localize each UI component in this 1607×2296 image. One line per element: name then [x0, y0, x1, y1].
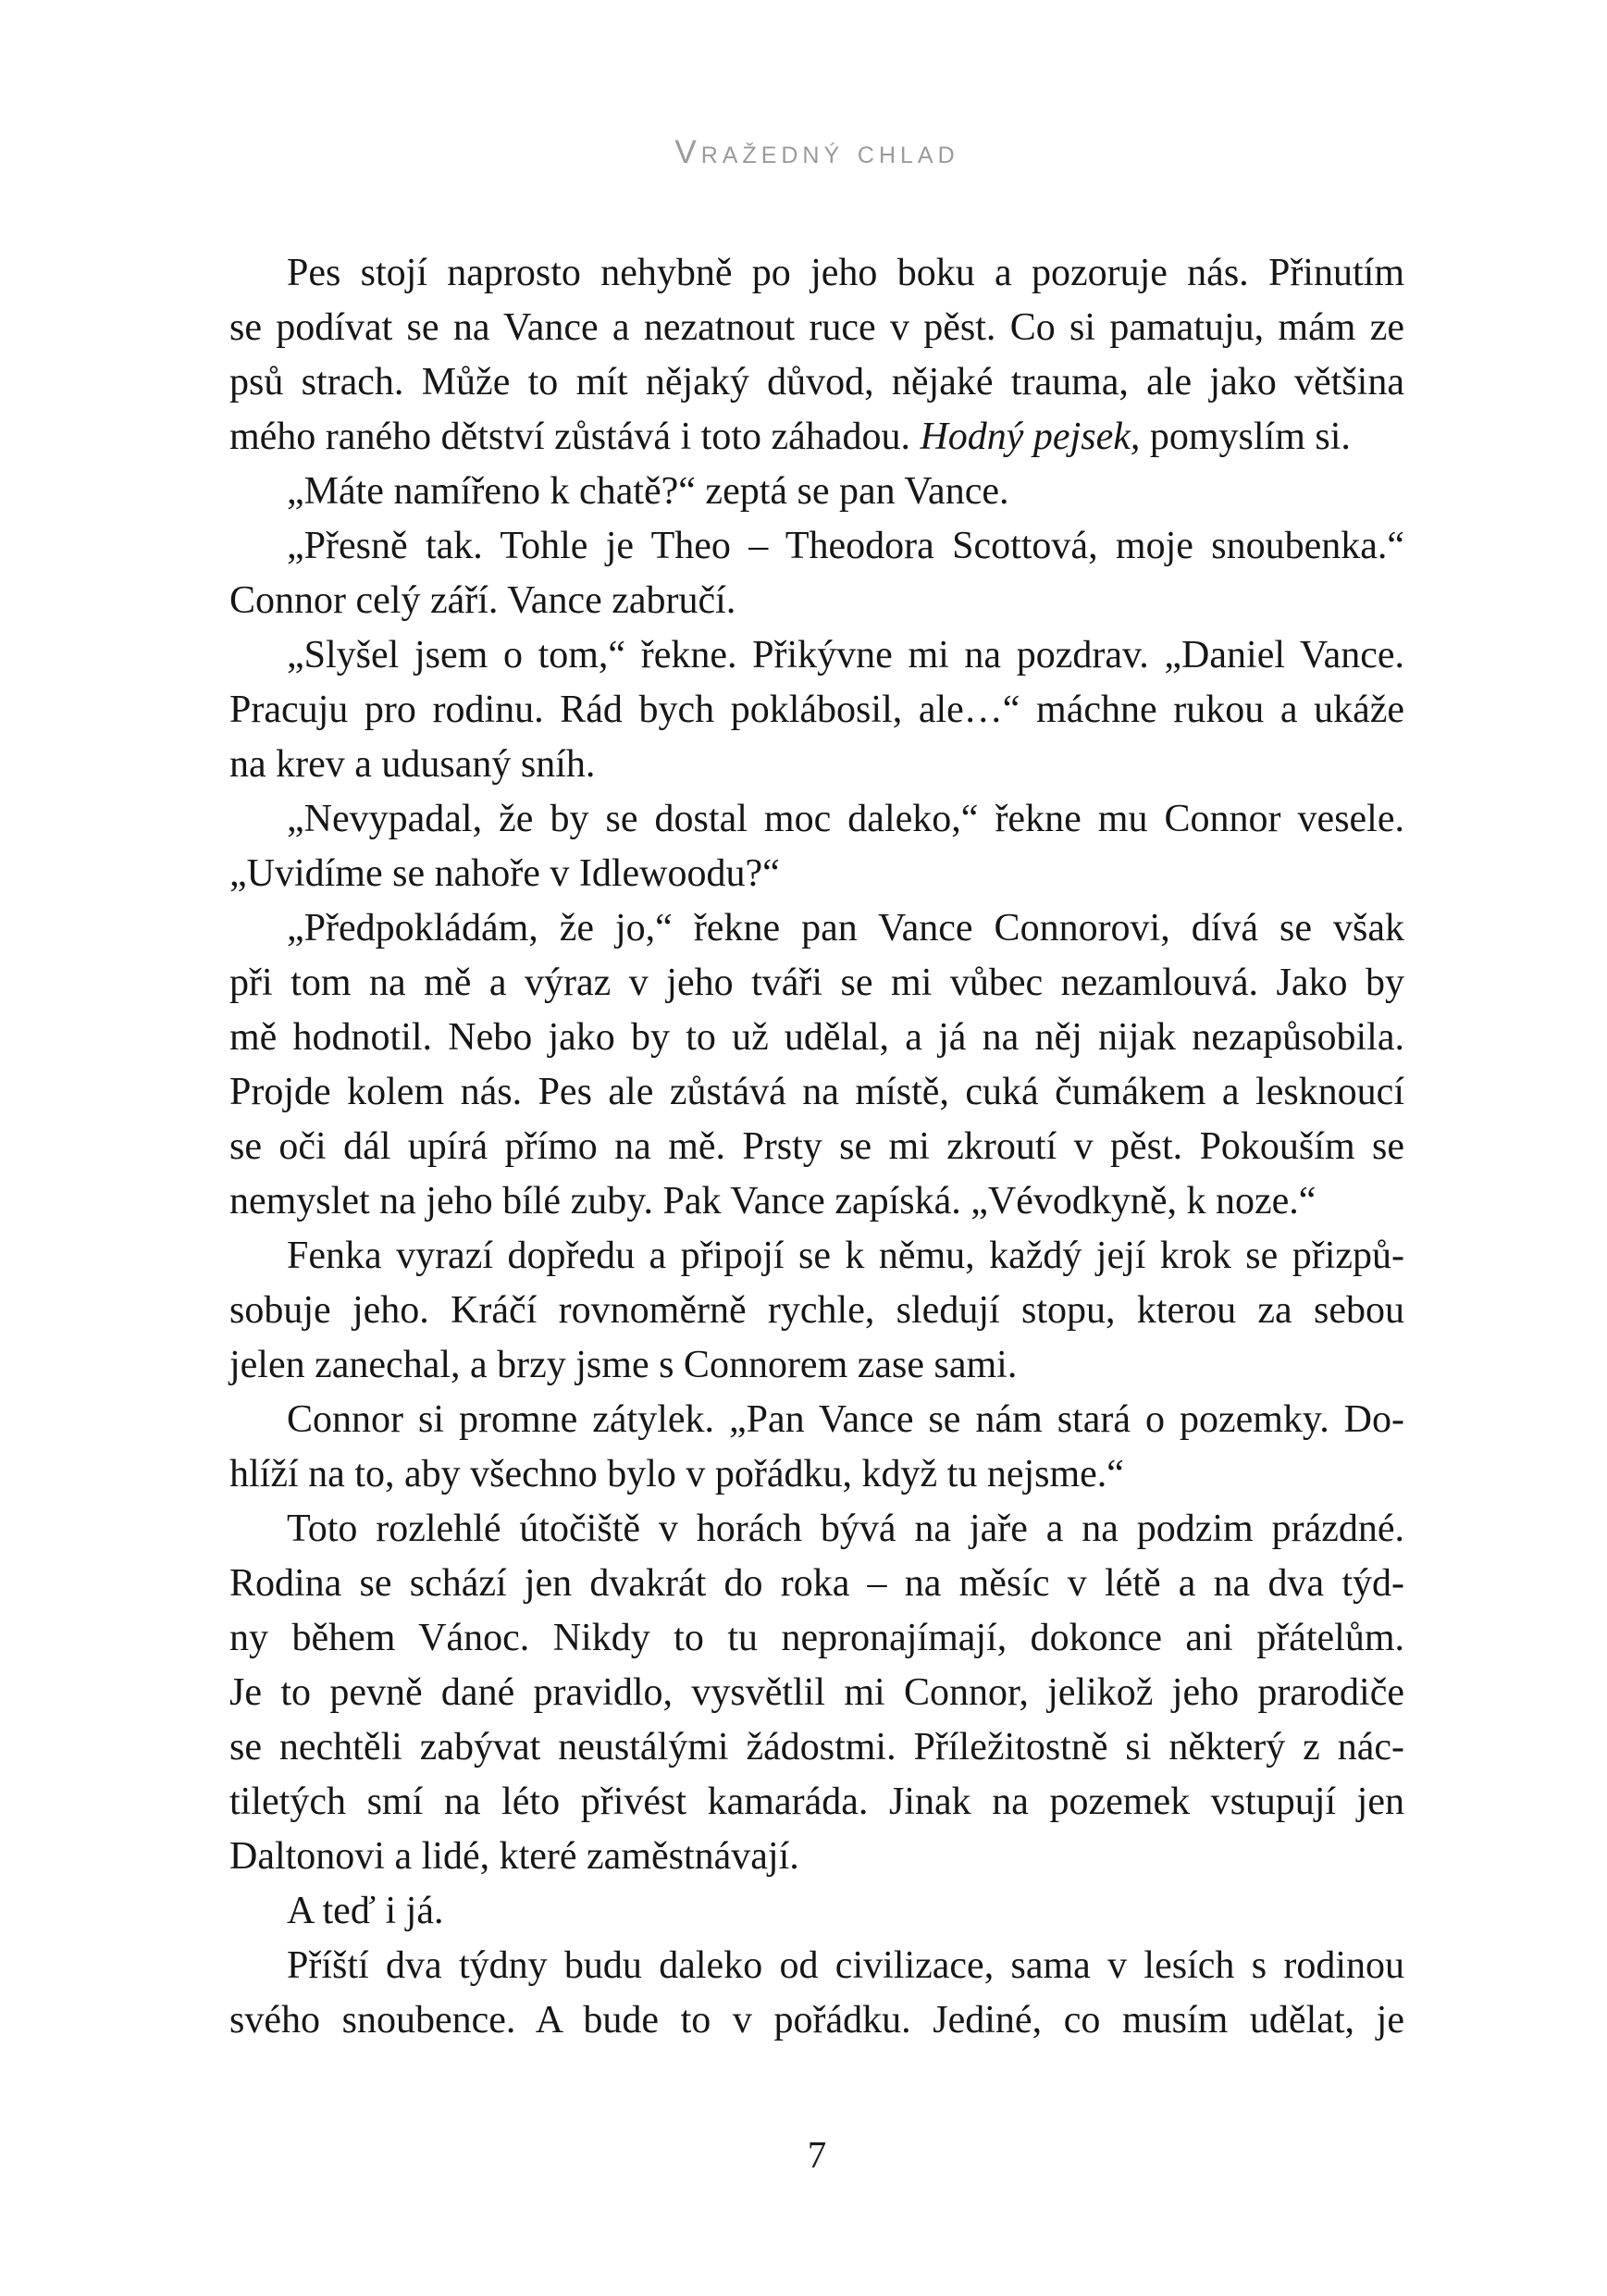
text-line [229, 246, 1404, 301]
text-segment: se podívat se na Vance a nezatnout ruce v pěst. Co si pamatuju, mám ze [229, 306, 1404, 349]
text-segment: ny během Vánoc. Nikdy to tu nepronajímají, dokonce ani přátelům. [229, 1617, 1404, 1659]
text-segment: Connor si promne zátylek. „Pan Vance se nám stará o pozemky. Do- [287, 1398, 1404, 1441]
text-line [229, 1666, 1404, 1720]
text-segment: nemyslet na jeho bílé zuby. Pak Vance zapíská. „Vévodkyně, k noze.“ [229, 1180, 1317, 1222]
text-line [229, 738, 1404, 792]
text-segment: Je to pevně dané pravidlo, vysvětlil mi Connor, jelikož jeho prarodiče [229, 1671, 1404, 1714]
text-line [229, 1393, 1404, 1447]
text-line [229, 1229, 1404, 1284]
text-line [229, 1884, 1404, 1939]
text-segment: jelen zanechal, a brzy jsme s Connorem zase sami. [229, 1344, 1018, 1386]
text-line [229, 519, 1404, 574]
text-segment: psů strach. Může to mít nějaký důvod, nějaké trauma, ale jako většina [229, 361, 1404, 403]
text-segment: „Nevypadal, že by se dostal moc daleko,“ řekne mu Connor vesele. [287, 798, 1404, 840]
text-line [229, 1447, 1404, 1502]
text-line [229, 1775, 1404, 1830]
text-line [229, 792, 1404, 847]
text-segment: se nechtěli zabývat neustálými žádostmi. Příležitostně si některý z nác- [229, 1726, 1404, 1769]
text-line [229, 1284, 1404, 1338]
text-line [229, 1502, 1404, 1557]
text-segment: mě hodnotil. Nebo jako by to už udělal, a já na něj nijak nezapůsobila. [229, 1016, 1404, 1059]
text-segment: Pracuju pro rodinu. Rád bych poklábosil, ale…“ máchne rukou a ukáže [229, 689, 1404, 731]
text-segment: Příští dva týdny budu daleko od civilizace, sama v lesích s rodinou [287, 1944, 1404, 1987]
text-line [229, 1011, 1404, 1065]
text-segment: se oči dál upírá přímo na mě. Prsty se mi zkroutí v pěst. Pokouším se [229, 1125, 1404, 1168]
text-segment: hlíží na to, aby všechno bylo v pořádku, když tu nejsme.“ [229, 1453, 1124, 1496]
text-segment: „Přesně tak. Tohle je Theo – Theodora Scottová, moje snoubenka.“ [287, 525, 1404, 567]
text-segment: na krev a udusaný sníh. [229, 743, 596, 786]
text-segment: „Máte namířeno k chatě?“ zeptá se pan Vance. [287, 470, 1009, 513]
text-line [229, 901, 1404, 956]
text-segment: sobuje jeho. Kráčí rovnoměrně rychle, sledují stopu, kterou za sebou [229, 1289, 1404, 1332]
text-line [229, 1611, 1404, 1666]
text-segment: A teď i já. [287, 1890, 444, 1932]
text-line [229, 1830, 1404, 1884]
running-header: Vražedný chlad [674, 134, 959, 170]
text-line [229, 465, 1404, 519]
text-line [229, 574, 1404, 628]
italic-phrase: Hodný pejsek, [920, 416, 1141, 458]
text-segment: Fenka vyrazí dopředu a připojí se k němu, každý její krok se přizpů- [287, 1235, 1404, 1277]
text-segment: tiletých smí na léto přivést kamaráda. Jinak na pozemek vstupují jen [229, 1781, 1404, 1823]
text-line [229, 301, 1404, 355]
text-line [229, 1993, 1404, 2048]
text-segment: Daltonovi a lidé, které zaměstnávají. [229, 1835, 799, 1878]
text-line [229, 1120, 1404, 1174]
text-line [229, 1065, 1404, 1120]
text-segment: „Uvidíme se nahoře v Idlewoodu?“ [229, 852, 780, 895]
text-segment: Connor celý září. Vance zabručí. [229, 579, 736, 622]
text-segment: pomyslím si. [1140, 416, 1351, 458]
text-line [229, 683, 1404, 738]
page-number: 7 [807, 2133, 827, 2176]
text-segment: „Předpokládám, že jo,“ řekne pan Vance Connorovi, dívá se však [287, 907, 1404, 949]
text-segment: při tom na mě a výraz v jeho tváři se mi vůbec nezamlouvá. Jako by [229, 962, 1404, 1004]
text-line [229, 847, 1404, 901]
text-line [229, 1939, 1404, 1993]
text-line [229, 1557, 1404, 1611]
text-line [229, 956, 1404, 1011]
text-segment: svého snoubence. A bude to v pořádku. Jediné, co musím udělat, je [229, 1999, 1404, 2042]
text-line [229, 355, 1404, 410]
text-segment: mého raného dětství zůstává i toto záhadou. [229, 416, 921, 458]
text-segment: Rodina se schází jen dvakrát do roka – na měsíc v létě a na dva týd- [229, 1562, 1404, 1605]
text-line [229, 410, 1404, 465]
text-segment: Pes stojí naprosto nehybně po jeho boku a pozoruje nás. Přinutím [287, 252, 1404, 294]
text-segment: „Slyšel jsem o tom,“ řekne. Přikývne mi na pozdrav. „Daniel Vance. [287, 634, 1404, 676]
text-line [229, 628, 1404, 683]
text-line [229, 1174, 1404, 1229]
body-text [229, 246, 1404, 2048]
text-line [229, 1720, 1404, 1775]
text-line [229, 1338, 1404, 1393]
text-segment: Toto rozlehlé útočiště v horách bývá na jaře a na podzim prázdné. [287, 1508, 1404, 1550]
text-segment: Projde kolem nás. Pes ale zůstává na místě, cuká čumákem a lesknoucí [229, 1071, 1404, 1113]
